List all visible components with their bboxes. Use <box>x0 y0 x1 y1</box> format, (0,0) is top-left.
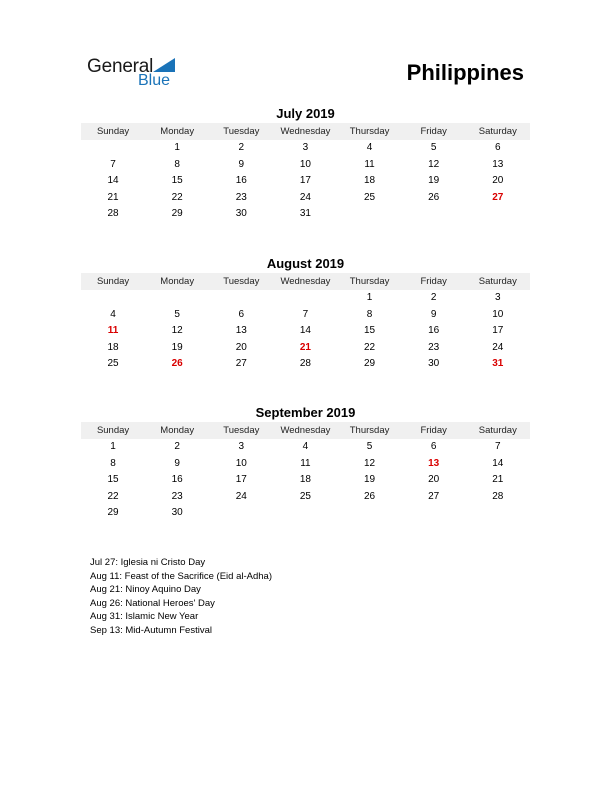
day-cell: 25 <box>364 191 376 203</box>
holiday-day-cell: 26 <box>171 358 183 370</box>
day-cell <box>466 505 530 522</box>
day-cell: 12 <box>171 325 183 337</box>
day-cell: 21 <box>492 474 504 486</box>
weekday-label: Thursday <box>349 126 390 137</box>
holiday-note: Aug 21: Ninoy Aquino Day <box>90 584 201 596</box>
day-cell: 20 <box>428 474 440 486</box>
day-cell: 31 <box>299 208 311 220</box>
weekday-label: Sunday <box>96 126 130 137</box>
day-cell: 8 <box>366 308 373 320</box>
day-cell: 23 <box>428 341 440 353</box>
day-cell: 13 <box>492 158 504 170</box>
week-row <box>81 456 530 473</box>
week-row <box>81 439 530 456</box>
day-cell <box>81 140 145 157</box>
day-cell: 2 <box>174 441 180 452</box>
week-row <box>81 472 530 489</box>
day-cell: 18 <box>107 341 119 353</box>
day-cell: 17 <box>492 325 504 337</box>
day-cell: 17 <box>299 175 311 187</box>
holiday-note: Jul 27: Iglesia ni Cristo Day <box>90 557 206 568</box>
day-cell: 22 <box>364 341 376 353</box>
day-cell: 24 <box>299 191 311 203</box>
month-title: August 2019 <box>266 256 345 271</box>
week-row <box>81 505 530 522</box>
day-cell: 15 <box>171 175 183 187</box>
day-cell: 14 <box>492 457 504 469</box>
day-cell <box>209 505 273 522</box>
weekday-label: Friday <box>420 276 447 287</box>
weekday-label: Saturday <box>478 126 517 137</box>
day-cell: 1 <box>174 142 180 153</box>
day-cell <box>338 206 402 223</box>
day-cell: 6 <box>495 142 501 153</box>
day-cell <box>402 206 466 223</box>
week-row <box>81 340 530 357</box>
day-cell: 30 <box>171 507 183 519</box>
day-cell <box>81 290 145 307</box>
day-cell: 5 <box>430 142 437 153</box>
weekday-label: Wednesday <box>280 126 331 137</box>
weekday-label: Saturday <box>478 425 517 436</box>
day-cell: 10 <box>492 308 504 320</box>
day-cell: 24 <box>235 490 247 502</box>
weekday-label: Tuesday <box>223 126 260 137</box>
week-row <box>81 489 530 506</box>
week-row <box>81 206 530 223</box>
week-row <box>81 323 530 340</box>
weekday-label: Wednesday <box>280 276 331 287</box>
day-cell: 2 <box>238 142 245 153</box>
day-cell: 7 <box>495 441 501 452</box>
day-cell: 27 <box>428 490 440 502</box>
day-cell: 9 <box>430 308 437 320</box>
day-cell: 20 <box>235 341 247 353</box>
day-cell: 28 <box>299 358 311 370</box>
holiday-day-cell: 31 <box>492 358 504 370</box>
holiday-day-cell: 13 <box>428 457 440 469</box>
day-cell: 15 <box>364 325 376 337</box>
day-cell: 5 <box>174 308 180 320</box>
day-cell: 1 <box>366 292 373 303</box>
day-cell: 29 <box>364 358 376 370</box>
weekday-label: Thursday <box>349 425 390 436</box>
week-row <box>81 356 530 373</box>
holiday-day-cell: 27 <box>492 191 504 203</box>
weekday-header-row <box>81 273 530 290</box>
day-cell: 1 <box>110 441 116 452</box>
day-cell: 10 <box>235 457 247 469</box>
month-title: September 2019 <box>255 405 356 420</box>
weekday-label: Monday <box>160 126 195 137</box>
holiday-day-cell: 11 <box>107 325 119 337</box>
day-cell <box>338 505 402 522</box>
holiday-note: Aug 26: National Heroes' Day <box>90 597 215 609</box>
month-block <box>81 404 530 522</box>
day-cell: 17 <box>235 474 247 486</box>
weekday-label: Wednesday <box>280 425 331 436</box>
weekday-label: Thursday <box>349 276 390 287</box>
day-cell <box>145 290 209 307</box>
day-cell: 6 <box>430 441 437 452</box>
day-cell: 18 <box>364 175 376 187</box>
day-cell: 6 <box>238 308 245 320</box>
day-cell: 8 <box>174 158 180 170</box>
day-cell: 29 <box>107 507 119 519</box>
holiday-note: Aug 11: Feast of the Sacrifice (Eid al-Adha) <box>90 570 272 582</box>
day-cell <box>466 206 530 223</box>
day-cell: 14 <box>107 175 119 187</box>
weekday-label: Sunday <box>96 276 130 287</box>
day-cell: 11 <box>300 457 311 469</box>
week-row <box>81 307 530 324</box>
day-cell: 25 <box>299 490 311 502</box>
day-cell: 9 <box>174 457 180 469</box>
month-block <box>81 255 530 373</box>
day-cell <box>402 505 466 522</box>
week-row <box>81 140 530 157</box>
day-cell <box>273 290 337 307</box>
holiday-note: Sep 13: Mid-Autumn Festival <box>90 624 212 636</box>
weekday-label: Sunday <box>96 425 130 436</box>
day-cell: 8 <box>110 457 116 469</box>
day-cell: 12 <box>364 457 376 469</box>
day-cell: 25 <box>107 358 119 370</box>
day-cell: 16 <box>428 325 440 337</box>
day-cell: 7 <box>302 308 309 320</box>
day-cell: 30 <box>428 358 440 370</box>
day-cell <box>209 290 273 307</box>
weekday-label: Tuesday <box>223 276 260 287</box>
day-cell: 29 <box>171 208 183 220</box>
day-cell: 2 <box>430 292 437 303</box>
day-cell: 3 <box>302 142 309 153</box>
weekday-label: Saturday <box>478 276 517 287</box>
day-cell: 21 <box>107 191 119 203</box>
day-cell: 18 <box>299 474 311 486</box>
day-cell: 27 <box>235 358 247 370</box>
week-row <box>81 157 530 174</box>
day-cell: 20 <box>492 175 504 187</box>
day-cell: 9 <box>238 158 245 170</box>
weekday-label: Tuesday <box>223 425 260 436</box>
month-block <box>81 105 530 223</box>
day-cell: 23 <box>235 191 247 203</box>
generalblue-logo <box>87 56 187 92</box>
day-cell: 16 <box>171 474 183 486</box>
day-cell: 4 <box>366 142 373 153</box>
day-cell: 24 <box>492 341 504 353</box>
day-cell: 5 <box>366 441 373 452</box>
weekday-label: Monday <box>160 425 195 436</box>
weekday-label: Friday <box>420 425 447 436</box>
day-cell: 3 <box>238 441 245 452</box>
day-cell: 3 <box>495 292 501 303</box>
holiday-day-cell: 21 <box>299 341 311 353</box>
day-cell: 13 <box>235 325 247 337</box>
weekday-header-row <box>81 422 530 439</box>
weekday-header-row <box>81 123 530 140</box>
day-cell: 26 <box>364 490 376 502</box>
month-title: July 2019 <box>276 106 335 121</box>
holiday-note: Aug 31: Islamic New Year <box>90 611 199 623</box>
logo-general-text: General <box>87 56 154 77</box>
day-cell: 12 <box>428 158 440 170</box>
day-cell: 14 <box>299 325 311 337</box>
day-cell: 4 <box>110 308 116 320</box>
day-cell: 15 <box>107 474 119 486</box>
logo-triangle-icon <box>153 58 175 72</box>
day-cell: 10 <box>299 158 311 170</box>
week-row <box>81 290 530 307</box>
day-cell: 28 <box>107 208 119 220</box>
day-cell: 28 <box>492 490 504 502</box>
day-cell: 30 <box>235 208 247 220</box>
day-cell: 22 <box>107 490 119 502</box>
day-cell: 23 <box>171 490 183 502</box>
day-cell: 19 <box>364 474 376 486</box>
day-cell: 11 <box>364 158 375 170</box>
week-row <box>81 173 530 190</box>
day-cell: 7 <box>110 158 116 170</box>
day-cell: 16 <box>235 175 247 187</box>
day-cell: 4 <box>302 441 309 452</box>
weekday-label: Monday <box>160 276 195 287</box>
country-title: Philippines <box>406 60 524 85</box>
day-cell: 19 <box>171 341 183 353</box>
day-cell: 26 <box>428 191 440 203</box>
day-cell <box>273 505 337 522</box>
day-cell: 19 <box>428 175 440 187</box>
logo-blue-text: Blue <box>138 72 171 89</box>
holiday-notes <box>90 556 272 638</box>
day-cell: 22 <box>171 191 183 203</box>
weekday-label: Friday <box>420 126 447 137</box>
week-row <box>81 190 530 207</box>
